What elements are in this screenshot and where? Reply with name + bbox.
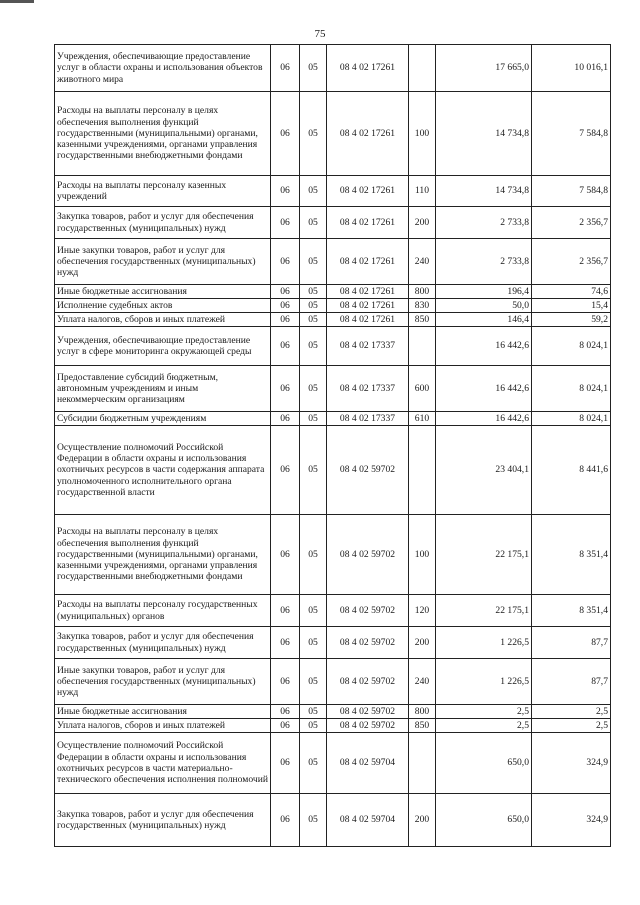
cell-sum-1: 16 442,6 — [436, 327, 532, 366]
cell-name: Учреждения, обеспечивающие предоставление услуг в сфере мониторинга окружающей среды — [55, 327, 271, 366]
cell-target-code: 08 4 02 59702 — [327, 627, 409, 659]
cell-sum-2: 87,7 — [532, 627, 611, 659]
cell-name: Уплата налогов, сборов и иных платежей — [55, 313, 271, 327]
cell-subsection: 05 — [300, 705, 327, 719]
cell-name: Закупка товаров, работ и услуг для обеспечения государственных (муниципальных) нужд — [55, 627, 271, 659]
cell-section: 06 — [271, 207, 300, 239]
cell-target-code: 08 4 02 17261 — [327, 285, 409, 299]
cell-name: Исполнение судебных актов — [55, 299, 271, 313]
budget-table — [54, 44, 611, 847]
cell-target-code: 08 4 02 59702 — [327, 719, 409, 733]
cell-subsection: 05 — [300, 515, 327, 595]
cell-name: Иные закупки товаров, работ и услуг для обеспечения государственных (муниципальных) нужд — [55, 239, 271, 285]
cell-sum-2: 8 024,1 — [532, 412, 611, 426]
cell-section: 06 — [271, 595, 300, 627]
table-row — [55, 327, 611, 366]
table-row — [55, 426, 611, 515]
cell-sum-2: 8 024,1 — [532, 366, 611, 412]
cell-target-code: 08 4 02 17337 — [327, 412, 409, 426]
cell-subsection: 05 — [300, 659, 327, 705]
table-row — [55, 794, 611, 847]
cell-sum-1: 1 226,5 — [436, 627, 532, 659]
budget-table-body — [55, 45, 611, 847]
cell-sum-2: 324,9 — [532, 733, 611, 794]
cell-sum-1: 650,0 — [436, 794, 532, 847]
table-row — [55, 595, 611, 627]
cell-sum-2: 2 356,7 — [532, 239, 611, 285]
cell-expense-type — [409, 733, 436, 794]
table-row — [55, 313, 611, 327]
cell-sum-2: 8 024,1 — [532, 327, 611, 366]
cell-expense-type: 600 — [409, 366, 436, 412]
cell-expense-type: 200 — [409, 207, 436, 239]
cell-name: Расходы на выплаты персоналу в целях обеспечения выполнения функций государственными (муниципальными) органами, казенными учреждениями, органами управления государственными внебюджетными фондами — [55, 515, 271, 595]
cell-sum-2: 8 351,4 — [532, 595, 611, 627]
cell-expense-type: 800 — [409, 285, 436, 299]
cell-expense-type: 850 — [409, 719, 436, 733]
cell-name: Расходы на выплаты персоналу государственных (муниципальных) органов — [55, 595, 271, 627]
cell-name: Предоставление субсидий бюджетным, автономным учреждениям и иным некоммерческим организациям — [55, 366, 271, 412]
cell-expense-type — [409, 45, 436, 92]
cell-name: Субсидии бюджетным учреждениям — [55, 412, 271, 426]
cell-subsection: 05 — [300, 426, 327, 515]
cell-subsection: 05 — [300, 239, 327, 285]
cell-sum-2: 74,6 — [532, 285, 611, 299]
table-row — [55, 207, 611, 239]
cell-sum-1: 146,4 — [436, 313, 532, 327]
cell-expense-type: 800 — [409, 705, 436, 719]
table-row — [55, 719, 611, 733]
table-row — [55, 733, 611, 794]
cell-target-code: 08 4 02 59702 — [327, 426, 409, 515]
table-row — [55, 627, 611, 659]
cell-name: Уплата налогов, сборов и иных платежей — [55, 719, 271, 733]
cell-section: 06 — [271, 794, 300, 847]
cell-section: 06 — [271, 299, 300, 313]
cell-section: 06 — [271, 733, 300, 794]
cell-sum-2: 324,9 — [532, 794, 611, 847]
cell-expense-type: 120 — [409, 595, 436, 627]
table-row — [55, 176, 611, 207]
cell-sum-1: 196,4 — [436, 285, 532, 299]
cell-expense-type: 200 — [409, 627, 436, 659]
cell-sum-1: 650,0 — [436, 733, 532, 794]
cell-subsection: 05 — [300, 366, 327, 412]
cell-target-code: 08 4 02 17261 — [327, 313, 409, 327]
cell-name: Закупка товаров, работ и услуг для обеспечения государственных (муниципальных) нужд — [55, 794, 271, 847]
cell-section: 06 — [271, 313, 300, 327]
cell-sum-1: 17 665,0 — [436, 45, 532, 92]
cell-name: Расходы на выплаты персоналу в целях обеспечения выполнения функций государственными (муниципальными) органами, казенными учреждениями, органами управления государственными внебюджетными фондами — [55, 92, 271, 176]
cell-target-code: 08 4 02 17337 — [327, 327, 409, 366]
cell-sum-2: 8 441,6 — [532, 426, 611, 515]
scan-edge-mark — [0, 0, 34, 3]
cell-sum-2: 10 016,1 — [532, 45, 611, 92]
cell-target-code: 08 4 02 59704 — [327, 733, 409, 794]
cell-name: Учреждения, обеспечивающие предоставление услуг в области охраны и использования объектов животного мира — [55, 45, 271, 92]
cell-sum-2: 2,5 — [532, 705, 611, 719]
cell-expense-type: 100 — [409, 92, 436, 176]
cell-target-code: 08 4 02 17261 — [327, 207, 409, 239]
table-row — [55, 412, 611, 426]
cell-name: Иные бюджетные ассигнования — [55, 285, 271, 299]
cell-expense-type: 240 — [409, 659, 436, 705]
cell-expense-type: 200 — [409, 794, 436, 847]
cell-subsection: 05 — [300, 733, 327, 794]
cell-name: Осуществление полномочий Российской Федерации в области охраны и использования охотничьих ресурсов в части содержания аппарата уполномоченного исполнительного органа государственной власти — [55, 426, 271, 515]
cell-subsection: 05 — [300, 627, 327, 659]
cell-section: 06 — [271, 239, 300, 285]
cell-expense-type — [409, 327, 436, 366]
cell-sum-1: 23 404,1 — [436, 426, 532, 515]
cell-section: 06 — [271, 176, 300, 207]
cell-target-code: 08 4 02 17261 — [327, 239, 409, 285]
cell-target-code: 08 4 02 17337 — [327, 366, 409, 412]
cell-sum-2: 87,7 — [532, 659, 611, 705]
cell-sum-2: 7 584,8 — [532, 176, 611, 207]
cell-sum-2: 8 351,4 — [532, 515, 611, 595]
table-row — [55, 92, 611, 176]
cell-section: 06 — [271, 92, 300, 176]
cell-target-code: 08 4 02 59702 — [327, 705, 409, 719]
cell-sum-2: 59,2 — [532, 313, 611, 327]
table-row — [55, 515, 611, 595]
cell-subsection: 05 — [300, 207, 327, 239]
cell-section: 06 — [271, 659, 300, 705]
cell-expense-type: 830 — [409, 299, 436, 313]
cell-section: 06 — [271, 412, 300, 426]
cell-subsection: 05 — [300, 719, 327, 733]
table-row — [55, 285, 611, 299]
table-row — [55, 299, 611, 313]
table-row — [55, 366, 611, 412]
cell-expense-type: 240 — [409, 239, 436, 285]
cell-subsection: 05 — [300, 45, 327, 92]
cell-sum-1: 2,5 — [436, 719, 532, 733]
cell-target-code: 08 4 02 17261 — [327, 176, 409, 207]
cell-subsection: 05 — [300, 299, 327, 313]
cell-sum-2: 7 584,8 — [532, 92, 611, 176]
cell-subsection: 05 — [300, 327, 327, 366]
cell-sum-2: 15,4 — [532, 299, 611, 313]
cell-sum-1: 2 733,8 — [436, 207, 532, 239]
cell-expense-type: 100 — [409, 515, 436, 595]
cell-section: 06 — [271, 366, 300, 412]
table-row — [55, 239, 611, 285]
cell-target-code: 08 4 02 17261 — [327, 45, 409, 92]
cell-target-code: 08 4 02 17261 — [327, 92, 409, 176]
cell-target-code: 08 4 02 17261 — [327, 299, 409, 313]
cell-sum-1: 14 734,8 — [436, 176, 532, 207]
cell-section: 06 — [271, 627, 300, 659]
cell-sum-1: 22 175,1 — [436, 515, 532, 595]
cell-name: Закупка товаров, работ и услуг для обеспечения государственных (муниципальных) нужд — [55, 207, 271, 239]
cell-target-code: 08 4 02 59704 — [327, 794, 409, 847]
cell-subsection: 05 — [300, 313, 327, 327]
cell-subsection: 05 — [300, 794, 327, 847]
cell-sum-1: 1 226,5 — [436, 659, 532, 705]
cell-sum-1: 22 175,1 — [436, 595, 532, 627]
cell-section: 06 — [271, 705, 300, 719]
cell-sum-1: 50,0 — [436, 299, 532, 313]
cell-sum-2: 2,5 — [532, 719, 611, 733]
cell-target-code: 08 4 02 59702 — [327, 515, 409, 595]
cell-sum-2: 2 356,7 — [532, 207, 611, 239]
cell-sum-1: 14 734,8 — [436, 92, 532, 176]
cell-sum-1: 2 733,8 — [436, 239, 532, 285]
cell-expense-type — [409, 426, 436, 515]
cell-subsection: 05 — [300, 412, 327, 426]
table-row — [55, 705, 611, 719]
cell-name: Расходы на выплаты персоналу казенных учреждений — [55, 176, 271, 207]
cell-subsection: 05 — [300, 92, 327, 176]
cell-sum-1: 16 442,6 — [436, 412, 532, 426]
cell-subsection: 05 — [300, 176, 327, 207]
cell-target-code: 08 4 02 59702 — [327, 659, 409, 705]
table-row — [55, 45, 611, 92]
cell-section: 06 — [271, 327, 300, 366]
cell-section: 06 — [271, 719, 300, 733]
cell-sum-1: 2,5 — [436, 705, 532, 719]
cell-expense-type: 610 — [409, 412, 436, 426]
page-number: 75 — [314, 28, 326, 40]
cell-section: 06 — [271, 426, 300, 515]
cell-subsection: 05 — [300, 595, 327, 627]
cell-section: 06 — [271, 285, 300, 299]
cell-section: 06 — [271, 515, 300, 595]
cell-name: Иные закупки товаров, работ и услуг для обеспечения государственных (муниципальных) нужд — [55, 659, 271, 705]
table-row — [55, 659, 611, 705]
cell-target-code: 08 4 02 59702 — [327, 595, 409, 627]
cell-expense-type: 850 — [409, 313, 436, 327]
cell-subsection: 05 — [300, 285, 327, 299]
cell-section: 06 — [271, 45, 300, 92]
cell-sum-1: 16 442,6 — [436, 366, 532, 412]
cell-name: Осуществление полномочий Российской Федерации в области охраны и использования охотничьих ресурсов в части материально-технического обеспечения исполнения полномочий — [55, 733, 271, 794]
cell-name: Иные бюджетные ассигнования — [55, 705, 271, 719]
cell-expense-type: 110 — [409, 176, 436, 207]
